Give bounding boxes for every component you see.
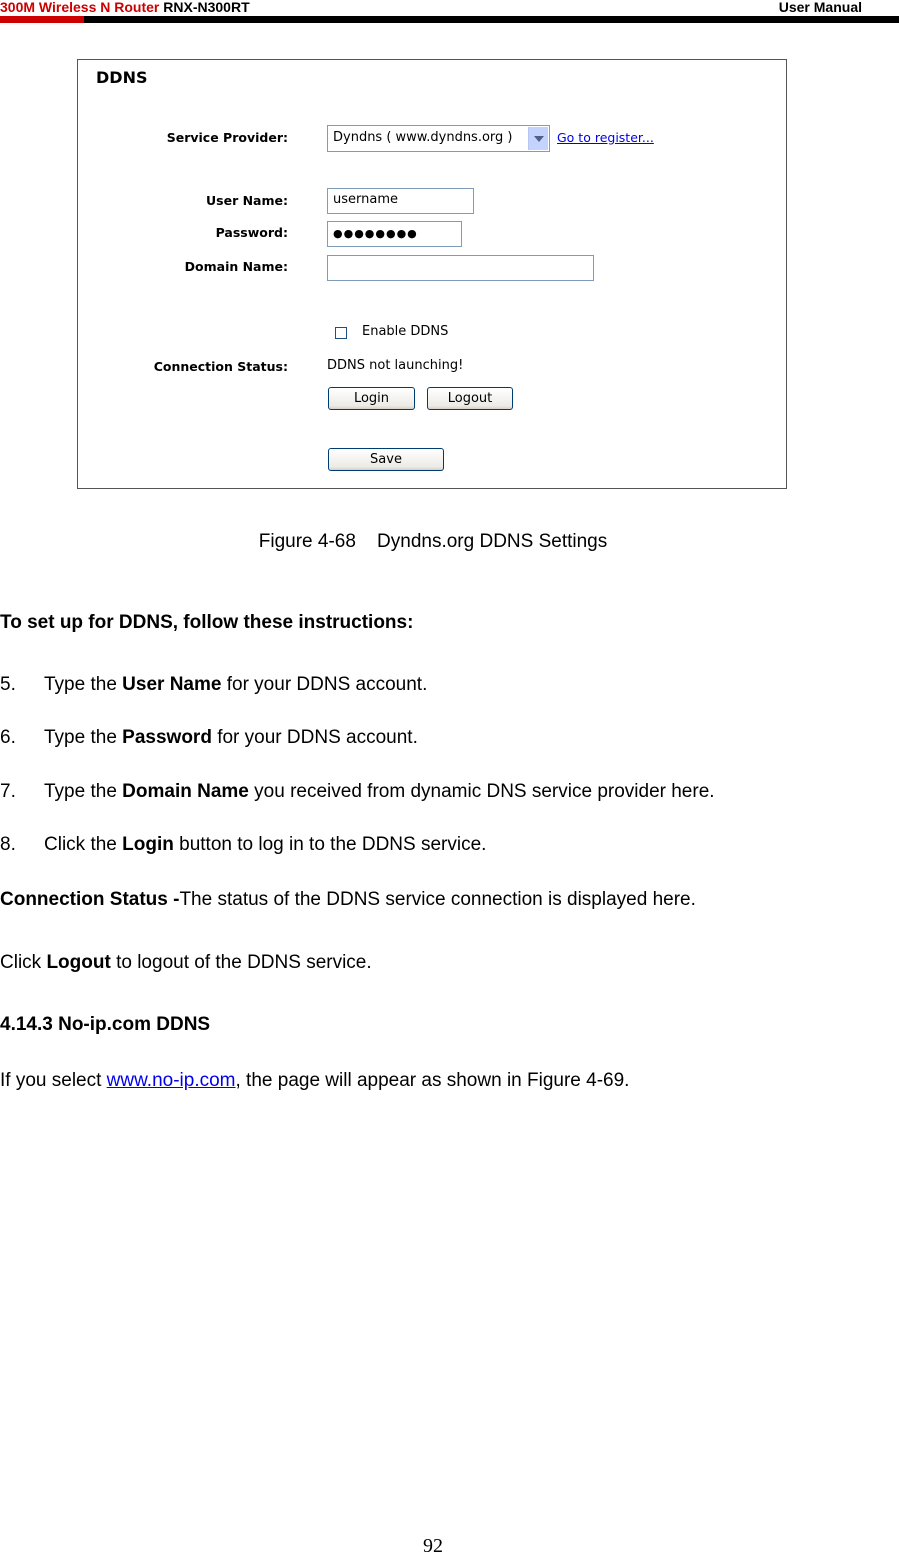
ddns-settings-figure — [77, 59, 787, 489]
go-to-register-link[interactable]: Go to register... — [557, 130, 654, 145]
step-post: for your DDNS account. — [221, 674, 428, 695]
password-label: Password: — [215, 225, 288, 240]
password-input[interactable]: ●●●●●●●● — [327, 221, 462, 247]
header-product-name: 300M Wireless N Router — [0, 0, 160, 15]
step-post: you received from dynamic DNS service provider here. — [248, 781, 715, 802]
connection-status-label: Connection Status: — [153, 359, 288, 374]
noip-post: , the page will appear as shown in Figure 4-69. — [235, 1070, 630, 1091]
step-text — [44, 674, 427, 696]
step-text — [44, 781, 715, 803]
step-bold: Domain Name — [122, 781, 249, 802]
connection-status-term: Connection Status - — [0, 889, 180, 910]
username-input[interactable]: username — [327, 188, 474, 214]
enable-ddns-label: Enable DDNS — [362, 324, 449, 339]
logout-pre: Click — [0, 952, 47, 973]
step-bold: Login — [122, 834, 174, 855]
username-label: User Name: — [206, 193, 288, 208]
enable-ddns-checkbox[interactable] — [335, 327, 347, 339]
noip-link[interactable]: www.no-ip.com — [106, 1070, 236, 1091]
service-provider-value: Dyndns ( www.dyndns.org ) — [333, 130, 513, 145]
step-post: for your DDNS account. — [211, 727, 418, 748]
step-pre: Type the — [44, 674, 123, 695]
connection-status-paragraph — [0, 889, 696, 911]
step-number: 5. — [0, 674, 16, 695]
login-button[interactable]: Login — [328, 387, 415, 410]
domain-name-label: Domain Name: — [184, 259, 288, 274]
step-text — [44, 727, 418, 749]
save-button[interactable]: Save — [328, 448, 444, 471]
connection-status-desc: The status of the DDNS service connection is displayed here. — [179, 889, 696, 910]
header-rule — [0, 16, 899, 23]
step-pre: Type the — [44, 781, 123, 802]
page-header — [0, 0, 899, 26]
noip-pre: If you select — [0, 1070, 107, 1091]
chevron-down-icon[interactable] — [528, 127, 548, 150]
step-number: 7. — [0, 781, 16, 802]
figure-caption: Figure 4-68 Dyndns.org DDNS Settings — [258, 531, 608, 552]
section-heading: 4.14.3 No-ip.com DDNS — [0, 1014, 211, 1035]
step-bold: User Name — [122, 674, 222, 695]
header-rule-accent — [0, 16, 84, 23]
step-pre: Type the — [44, 727, 123, 748]
step-post: button to log in to the DDNS service. — [173, 834, 487, 855]
domain-name-input[interactable] — [327, 255, 594, 281]
connection-status-value: DDNS not launching! — [327, 358, 464, 373]
logout-post: to logout of the DDNS service. — [110, 952, 372, 973]
step-pre: Click the — [44, 834, 123, 855]
page-number: 92 — [423, 1535, 443, 1557]
instructions-heading: To set up for DDNS, follow these instructions: — [0, 612, 414, 633]
header-model: RNX-N300RT — [163, 0, 250, 15]
figure-title: DDNS — [96, 68, 148, 87]
service-provider-label: Service Provider: — [166, 130, 288, 145]
step-bold: Password — [122, 727, 212, 748]
header-product — [0, 0, 250, 14]
logout-button[interactable]: Logout — [427, 387, 513, 410]
logout-term: Logout — [46, 952, 111, 973]
header-manual-label: User Manual — [778, 0, 862, 15]
step-number: 6. — [0, 727, 16, 748]
step-text — [44, 834, 486, 856]
step-number: 8. — [0, 834, 16, 855]
logout-paragraph — [0, 952, 372, 974]
service-provider-select[interactable] — [327, 125, 550, 152]
noip-paragraph — [0, 1070, 629, 1092]
